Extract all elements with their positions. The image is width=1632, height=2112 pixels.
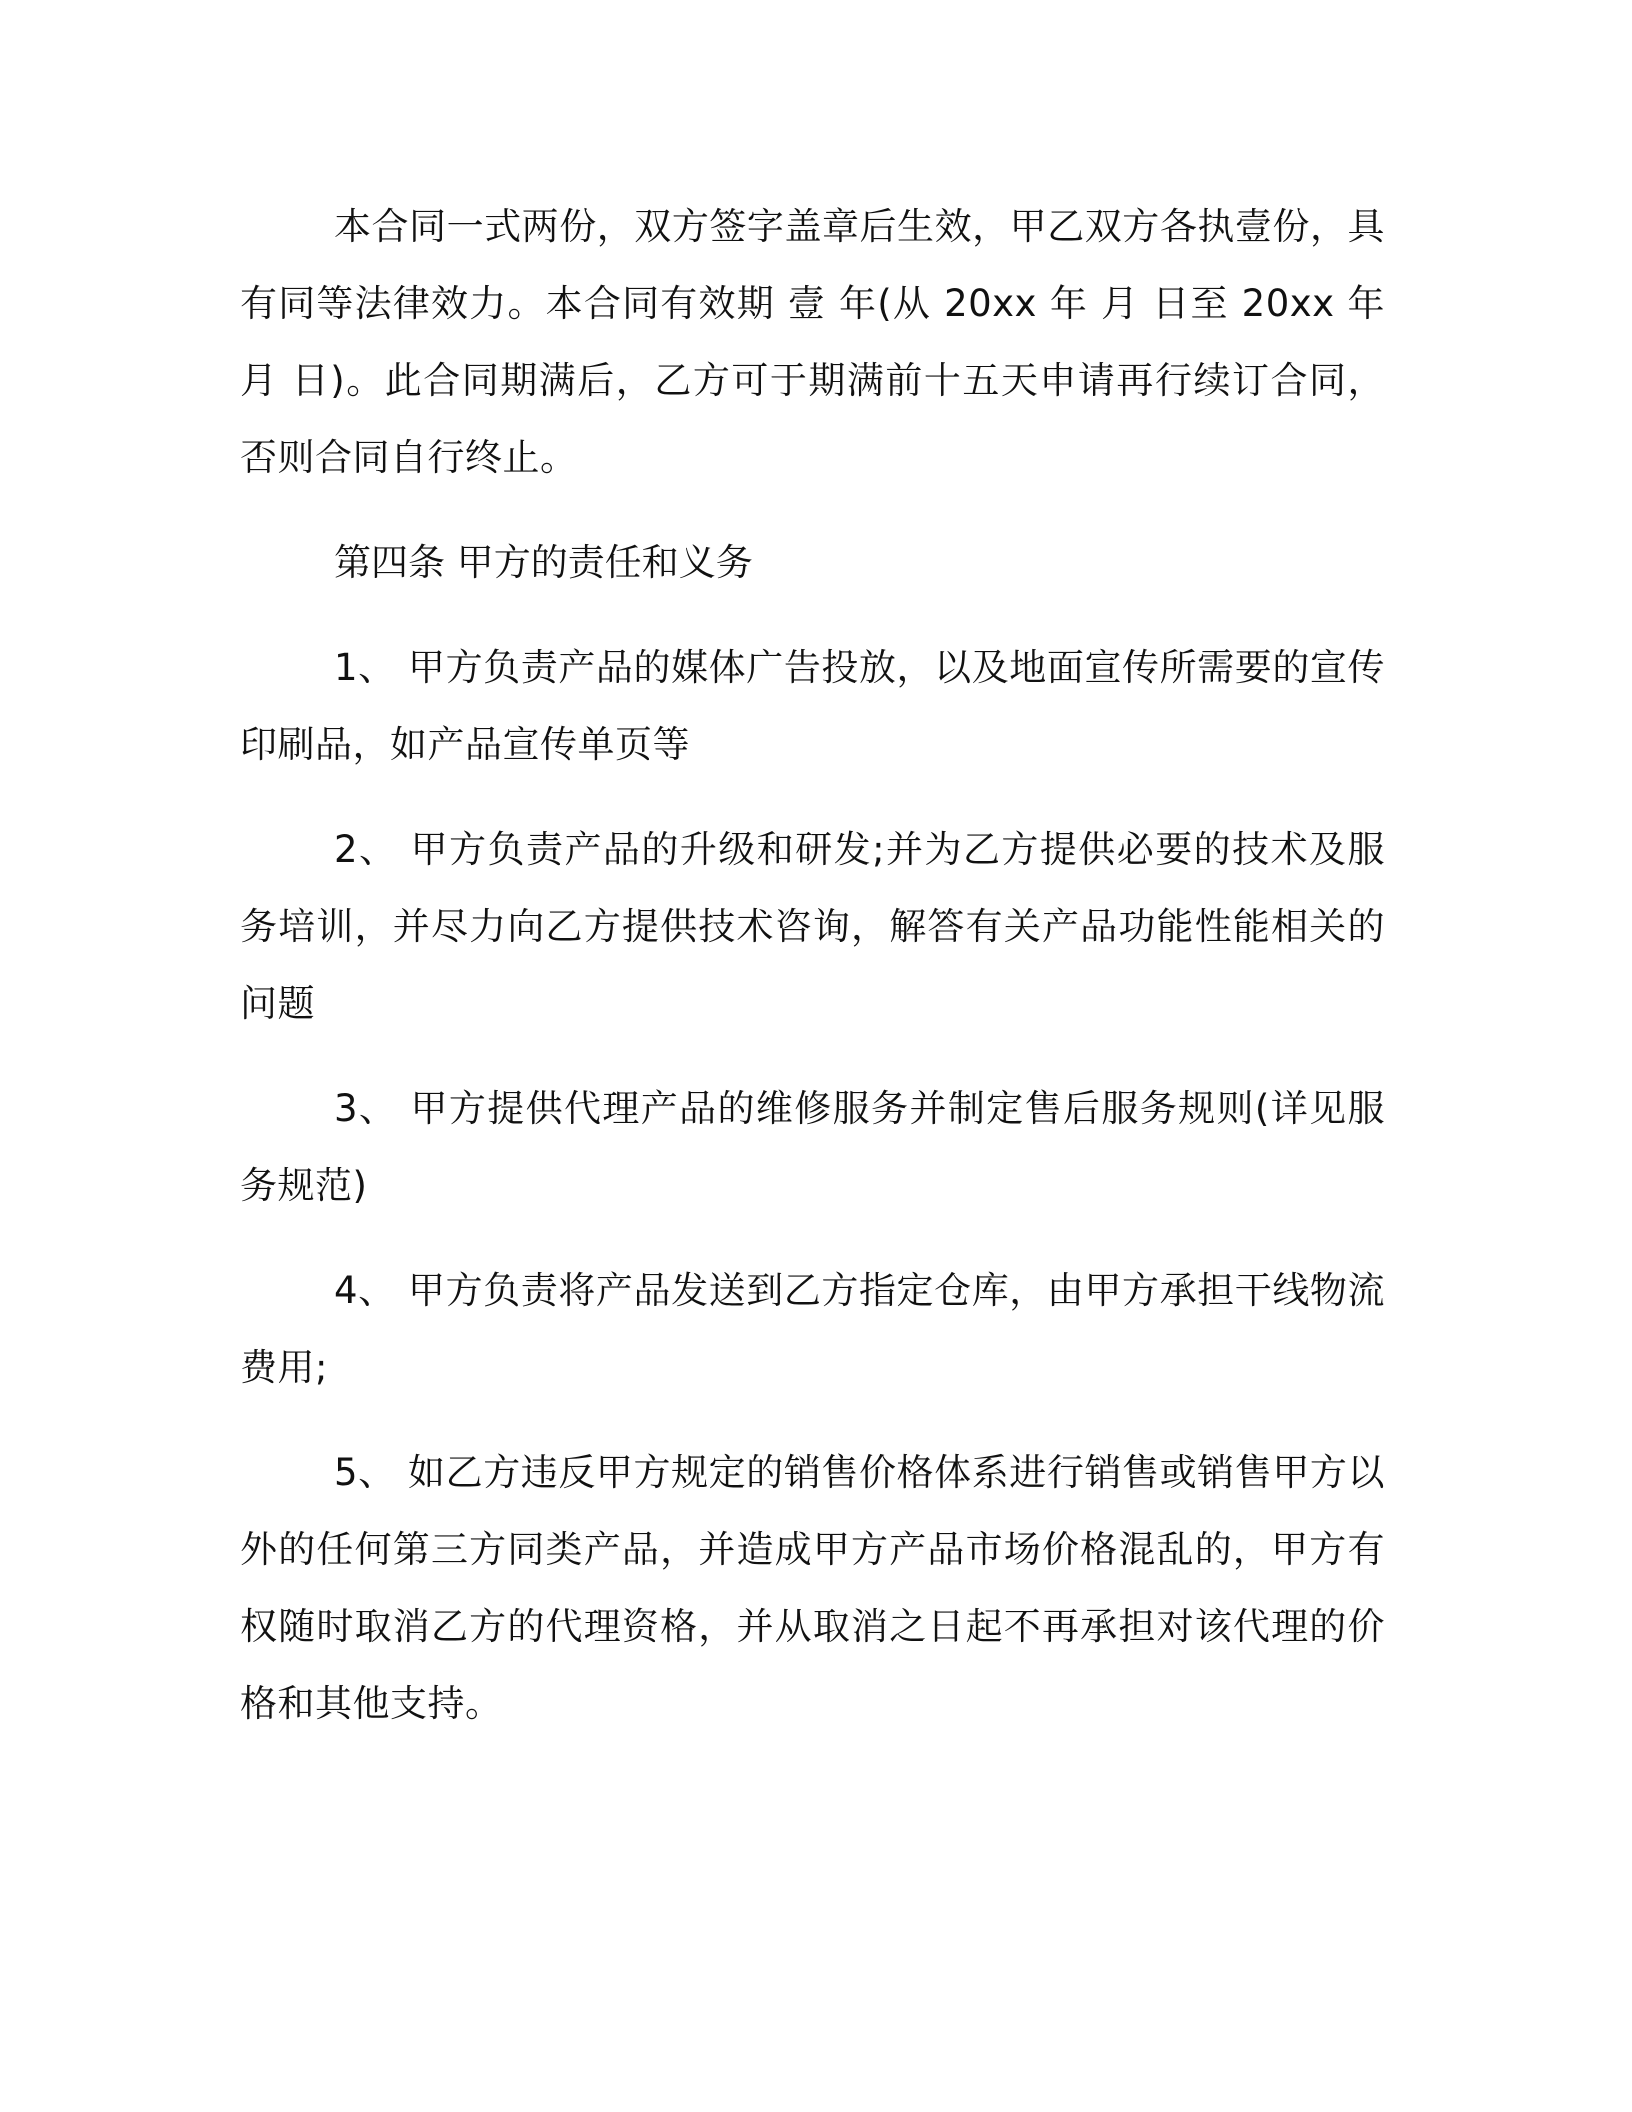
clause-1: 1、 甲方负责产品的媒体广告投放，以及地面宣传所需要的宣传印刷品，如产品宣传单页等 <box>240 646 1385 766</box>
contract-validity-paragraph: 本合同一式两份，双方签字盖章后生效，甲乙双方各执壹份，具有同等法律效力。本合同有效期 壹 年(从 20xx 年 月 日至 20xx 年 月 日)。此合同期满后，乙方可于期满前十五天申请再行续订合同，否则合同自行终止。 <box>240 205 1385 479</box>
clause-5: 5、 如乙方违反甲方规定的销售价格体系进行销售或销售甲方以外的任何第三方同类产品，并造成甲方产品市场价格混乱的，甲方有权随时取消乙方的代理资格，并从取消之日起不再承担对该代理的价格和其他支持。 <box>240 1451 1385 1725</box>
clause-2: 2、 甲方负责产品的升级和研发;并为乙方提供必要的技术及服务培训，并尽力向乙方提供技术咨询，解答有关产品功能性能相关的问题 <box>240 828 1385 1025</box>
section-heading: 第四条 甲方的责任和义务 <box>334 541 753 584</box>
document-body <box>240 188 1385 1742</box>
clause-3: 3、 甲方提供代理产品的维修服务并制定售后服务规则(详见服务规范) <box>240 1087 1385 1207</box>
clause-4: 4、 甲方负责将产品发送到乙方指定仓库，由甲方承担干线物流费用; <box>240 1269 1385 1389</box>
